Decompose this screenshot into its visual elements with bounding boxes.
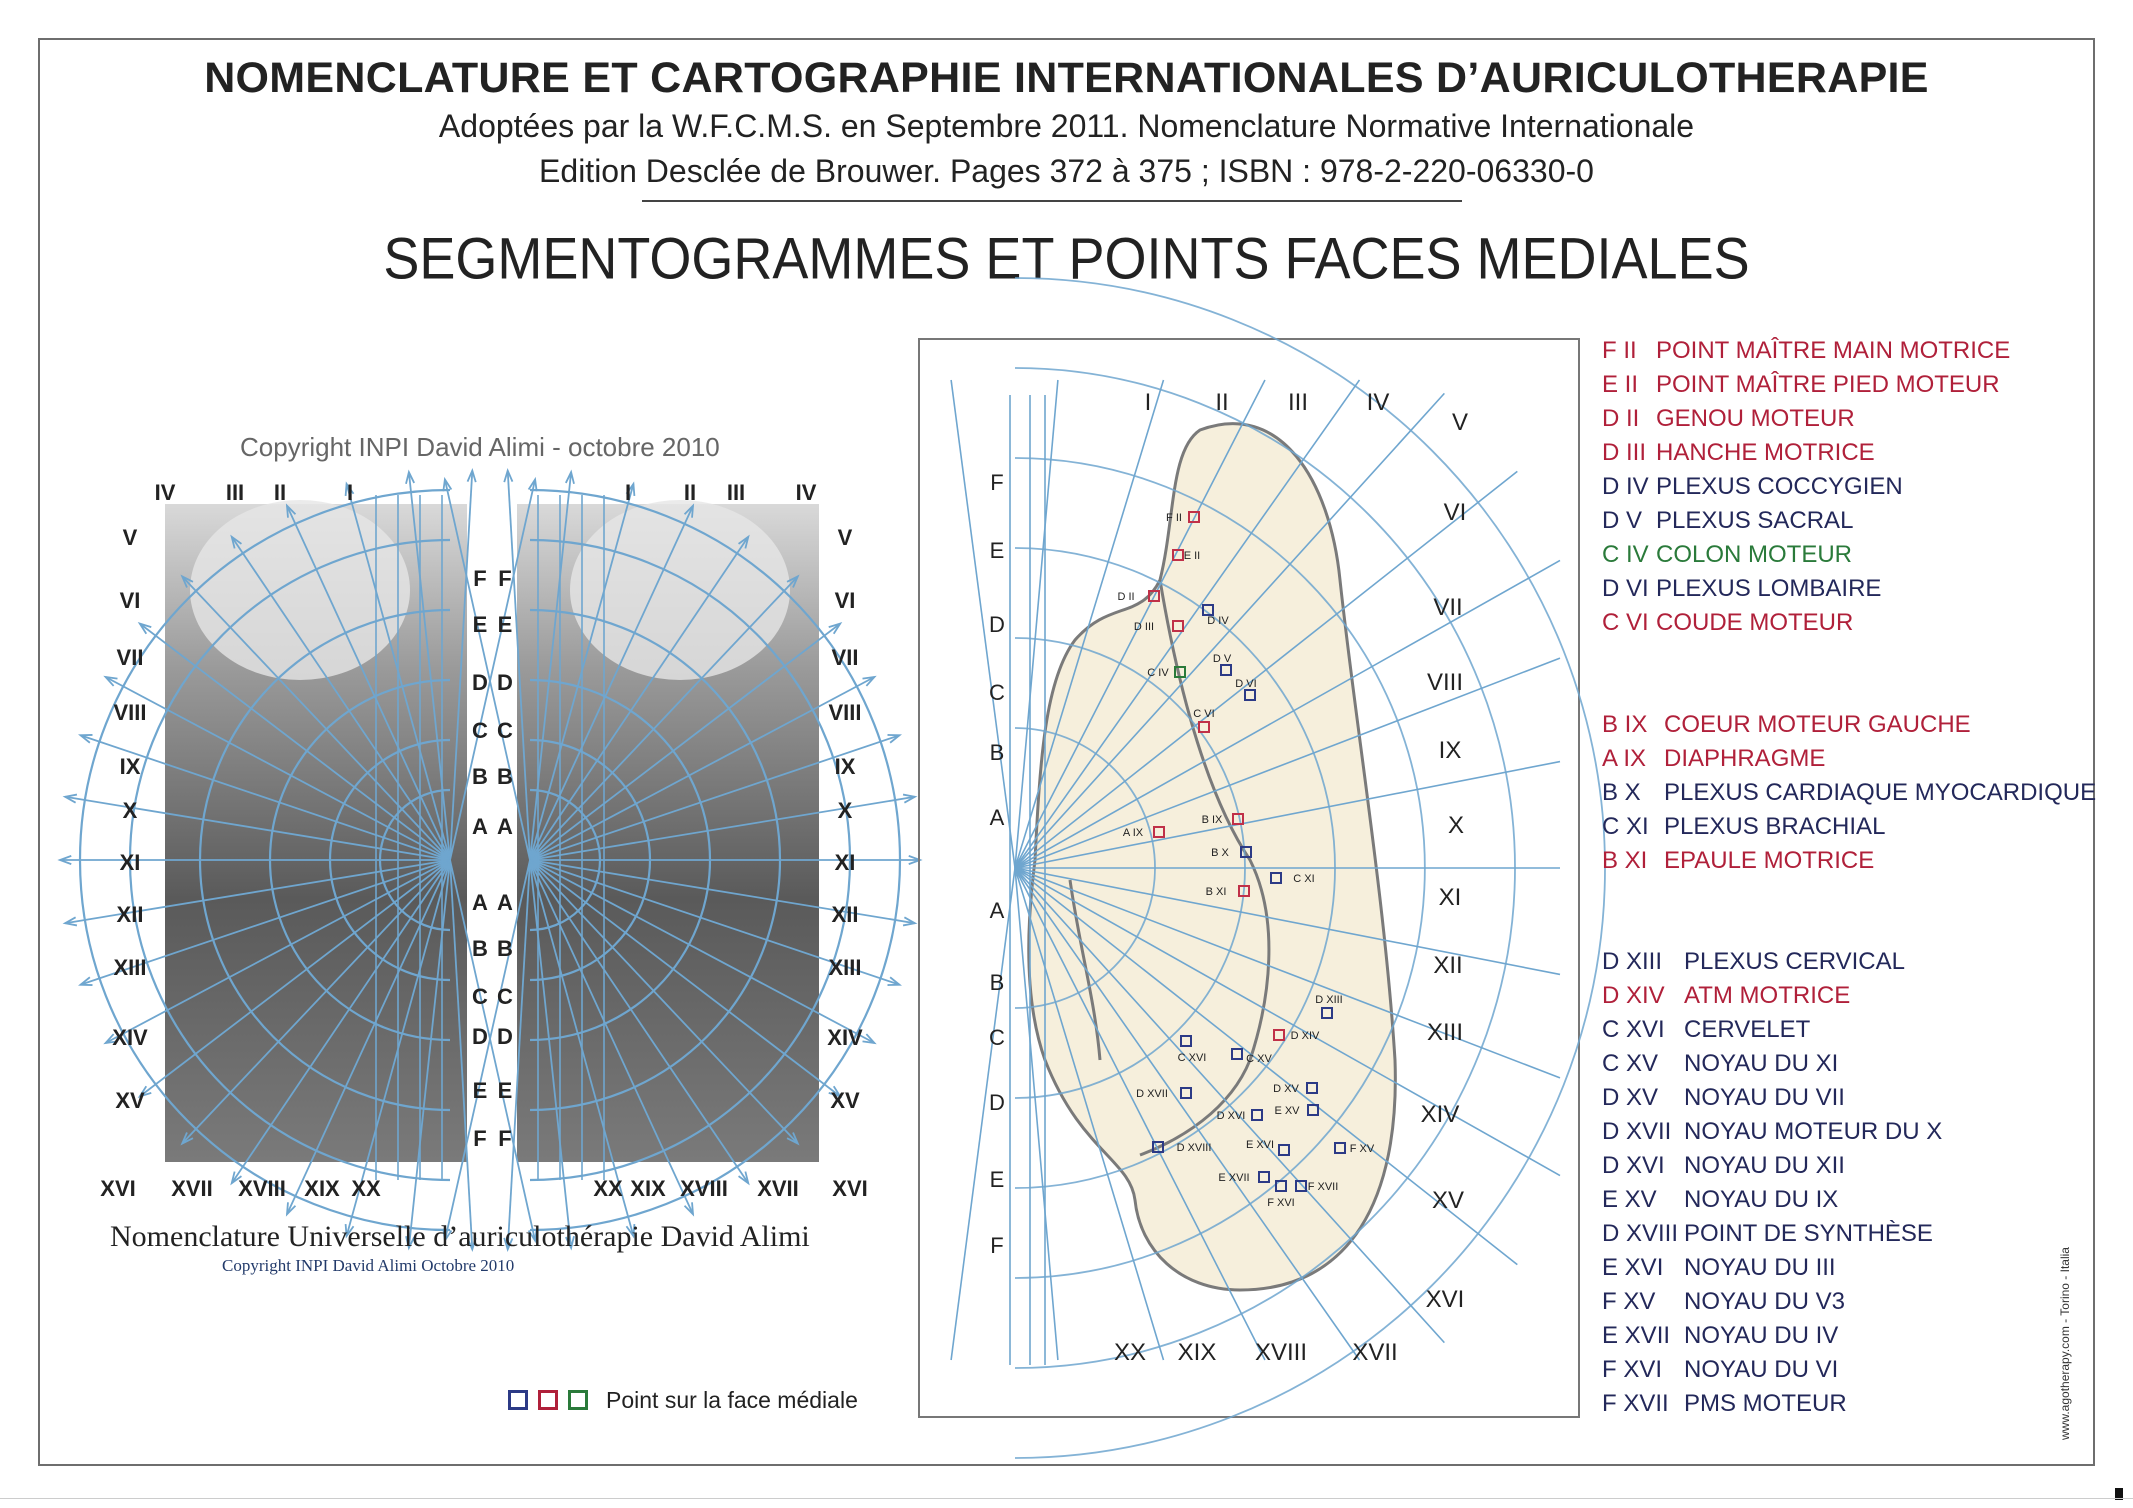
center-letter-right: F xyxy=(498,1126,512,1151)
medial-point-label: D IV xyxy=(1207,615,1229,627)
right-side-numeral: V xyxy=(837,525,853,550)
diagram-right-numeral: XIII xyxy=(1426,1019,1464,1046)
left-side-numeral: IX xyxy=(119,754,141,779)
legend-code: B XI xyxy=(1602,847,1648,874)
legend-name: PLEXUS LOMBAIRE xyxy=(1656,575,1882,602)
legend-code: D XV xyxy=(1602,1084,1659,1111)
medial-point-label: E XVI xyxy=(1245,1139,1275,1151)
right-top-numeral: II xyxy=(683,480,697,505)
medial-point-label: C XVI xyxy=(1177,1052,1207,1064)
diagram-letter: F xyxy=(990,1233,1004,1258)
legend-code: A IX xyxy=(1602,745,1647,772)
medial-point-label: A IX xyxy=(1122,827,1144,839)
center-letter-left: A xyxy=(472,814,488,839)
center-letter-right: D xyxy=(497,1024,513,1049)
legend-row xyxy=(1602,945,1942,979)
legend-name: POINT MAÎTRE MAIN MOTRICE xyxy=(1656,337,2011,364)
diagram-bottom-numeral: XVIII xyxy=(1254,1339,1308,1366)
legend-row xyxy=(1602,1251,1942,1285)
center-letter-left: D xyxy=(472,1024,488,1049)
diagram-letter: E xyxy=(989,1167,1005,1192)
medial-point-label: D V xyxy=(1212,653,1232,665)
legend-name: NOYAU DU III xyxy=(1684,1254,1836,1281)
legend-code: D II xyxy=(1602,405,1640,432)
center-letter-left: E xyxy=(472,612,488,637)
legend-code: D VI xyxy=(1602,575,1649,602)
center-letter-right: D xyxy=(497,670,513,695)
medial-point-label: D XVII xyxy=(1136,1088,1168,1100)
legend-row xyxy=(1602,979,1942,1013)
left-top-numeral: IV xyxy=(154,480,176,505)
legend-code: E XVII xyxy=(1602,1322,1671,1349)
left-top-numeral: III xyxy=(225,480,245,505)
center-letter-right: E xyxy=(497,612,513,637)
diagram-letter: B xyxy=(989,970,1005,995)
right-top-numeral: I xyxy=(624,480,632,505)
diagram-ray xyxy=(951,380,1015,868)
legend-row xyxy=(1602,538,2010,572)
diagram-letter: F xyxy=(990,470,1004,495)
center-letter-left: A xyxy=(472,890,488,915)
legend-name: NOYAU DU VII xyxy=(1684,1084,1845,1111)
legend-code: C VI xyxy=(1602,609,1649,636)
legend-group-3 xyxy=(1602,945,1942,1421)
diagram-right-numeral: XI xyxy=(1438,884,1462,911)
legend-name: GENOU MOTEUR xyxy=(1656,405,1855,432)
center-letter-left: C xyxy=(472,984,488,1009)
center-letter-right: F xyxy=(498,566,512,591)
center-letter-right: B xyxy=(497,936,513,961)
legend-code: D XIII xyxy=(1602,948,1663,975)
center-letter-right: A xyxy=(497,890,513,915)
legend-code: C IV xyxy=(1602,541,1649,568)
copyright-bottom: Copyright INPI David Alimi Octobre 2010 xyxy=(222,1256,515,1275)
center-letter-left: F xyxy=(473,566,487,591)
right-side-numeral: VIII xyxy=(828,700,862,725)
copyright-top: Copyright INPI David Alimi - octobre 2010 xyxy=(240,432,720,462)
legend-name: PLEXUS BRACHIAL xyxy=(1664,813,1886,840)
right-side-numeral: VII xyxy=(831,645,859,670)
left-side-numeral: XV xyxy=(115,1088,145,1113)
center-letter-left: B xyxy=(472,936,488,961)
diagram-letter: B xyxy=(989,740,1005,765)
diagram-letter: A xyxy=(989,898,1005,923)
legend-name: NOYAU DU XII xyxy=(1684,1152,1845,1179)
diagram-bottom-numeral: XIX xyxy=(1177,1339,1217,1366)
legend-group-1 xyxy=(1602,334,2010,640)
left-top-numeral: I xyxy=(346,480,354,505)
center-letter-left: C xyxy=(472,718,488,743)
red-square-icon xyxy=(538,1390,558,1410)
legend-row xyxy=(1602,1183,1942,1217)
adoption-line: Adoptées par la W.F.C.M.S. en Septembre 2011. Nomenclature Normative Internationale xyxy=(438,108,1695,144)
blue-square-icon xyxy=(508,1390,528,1410)
legend-row xyxy=(1602,572,2010,606)
right-side-numeral: XI xyxy=(834,850,856,875)
diagram-right-numeral: VII xyxy=(1433,594,1463,621)
legend-code: D XIV xyxy=(1602,982,1665,1009)
legend-row xyxy=(1602,1013,1942,1047)
legend-code: F XVII xyxy=(1602,1390,1669,1417)
right-top-numeral: IV xyxy=(795,480,817,505)
legend-row xyxy=(1602,844,2096,878)
section-subtitle: SEGMENTOGRAMMES ET POINTS FACES MEDIALES xyxy=(383,226,1750,292)
center-letter-right: C xyxy=(497,984,513,1009)
right-side-numeral: XII xyxy=(831,902,859,927)
nomenclature-caption: Nomenclature Universelle d’auriculothérapie David Alimi xyxy=(110,1220,810,1253)
left-side-numeral: XIV xyxy=(112,1025,148,1050)
diagram-right-numeral: VI xyxy=(1443,499,1467,526)
diagram-right-numeral: XIV xyxy=(1420,1101,1460,1128)
medial-point-label: B IX xyxy=(1201,814,1223,826)
right-bottom-numeral: XVIII xyxy=(680,1176,728,1201)
diagram-ray xyxy=(951,868,1015,1360)
color-key xyxy=(508,1385,858,1415)
medial-point-label: E XV xyxy=(1274,1105,1300,1117)
diagram-letter: D xyxy=(989,612,1005,637)
legend-name: PLEXUS CARDIAQUE MYOCARDIQUE xyxy=(1664,779,2097,806)
legend-row xyxy=(1602,1217,1942,1251)
center-letter-left: B xyxy=(472,764,488,789)
legend-row xyxy=(1602,708,2096,742)
legend-name: ATM MOTRICE xyxy=(1684,982,1851,1009)
medial-point-label: E II xyxy=(1183,550,1201,562)
center-letter-right: A xyxy=(497,814,513,839)
medial-point-label: D XVI xyxy=(1216,1110,1246,1122)
legend-code: D IV xyxy=(1602,473,1649,500)
legend-name: POINT DE SYNTHÈSE xyxy=(1684,1220,1933,1247)
medial-point-label: C IV xyxy=(1147,667,1169,679)
left-bottom-numeral: XVII xyxy=(171,1176,213,1201)
legend-row xyxy=(1602,742,2096,776)
legend-row xyxy=(1602,1319,1942,1353)
legend-name: PLEXUS SACRAL xyxy=(1656,507,1854,534)
medial-point-label: D XIV xyxy=(1290,1030,1320,1042)
key-label: Point sur la face médiale xyxy=(606,1386,858,1413)
center-letter-left: D xyxy=(472,670,488,695)
center-letter-left: E xyxy=(472,1078,488,1103)
legend-code: B IX xyxy=(1602,711,1648,738)
legend-row xyxy=(1602,1115,1942,1149)
left-side-numeral: VI xyxy=(119,588,141,613)
right-bottom-numeral: XVI xyxy=(832,1176,868,1201)
right-bottom-numeral: XVII xyxy=(757,1176,799,1201)
left-side-numeral: V xyxy=(122,525,138,550)
medial-point-label: D III xyxy=(1133,621,1155,633)
diagram-top-numeral: II xyxy=(1215,389,1229,416)
legend-code: C XVI xyxy=(1602,1016,1665,1043)
legend-name: PMS MOTEUR xyxy=(1684,1390,1847,1417)
legend-code: D XVI xyxy=(1602,1152,1665,1179)
legend-row xyxy=(1602,1081,1942,1115)
right-side-numeral: VI xyxy=(834,588,856,613)
diagram-letter: A xyxy=(989,805,1005,830)
legend-name: NOYAU DU VI xyxy=(1684,1356,1839,1383)
diagram-bottom-numeral: XX xyxy=(1113,1339,1147,1366)
medial-point-label: C VI xyxy=(1193,708,1215,720)
diagram-right-numeral: XV xyxy=(1431,1187,1465,1214)
left-side-numeral: XII xyxy=(116,902,144,927)
legend-name: COEUR MOTEUR GAUCHE xyxy=(1664,711,1971,738)
medial-point-label: D XIII xyxy=(1315,994,1343,1006)
medial-point-label: D XV xyxy=(1273,1083,1299,1095)
right-side-numeral: IX xyxy=(834,754,856,779)
legend-code: D XVII xyxy=(1602,1118,1672,1145)
diagram-letter: C xyxy=(989,680,1005,705)
legend-row xyxy=(1602,1285,1942,1319)
legend-code: F II xyxy=(1602,337,1637,364)
diagram-right-numeral: XVI xyxy=(1425,1286,1465,1313)
left-side-numeral: VIII xyxy=(113,700,147,725)
left-bottom-numeral: XIX xyxy=(304,1176,340,1201)
diagram-top-numeral: IV xyxy=(1366,389,1390,416)
legend-code: C XI xyxy=(1602,813,1649,840)
legend-row xyxy=(1602,436,2010,470)
legend-row xyxy=(1602,1353,1942,1387)
medial-point-label: D XVIII xyxy=(1176,1142,1212,1154)
left-bottom-numeral: XX xyxy=(351,1176,381,1201)
legend-row xyxy=(1602,606,2010,640)
left-bottom-numeral: XVIII xyxy=(238,1176,286,1201)
legend-name: CERVELET xyxy=(1684,1016,1811,1043)
medial-point-label: F XVII xyxy=(1307,1181,1339,1193)
diagram-right-numeral: V xyxy=(1451,409,1469,436)
diagram-bottom-numeral: XVII xyxy=(1352,1339,1398,1366)
legend-row xyxy=(1602,402,2010,436)
medial-point-label: F XVI xyxy=(1267,1197,1295,1209)
legend-name: DIAPHRAGME xyxy=(1664,745,1826,772)
legend-code: C XV xyxy=(1602,1050,1659,1077)
diagram-letter: E xyxy=(989,538,1005,563)
green-square-icon xyxy=(568,1390,588,1410)
medial-point-label: F II xyxy=(1166,512,1182,524)
center-letter-left: F xyxy=(473,1126,487,1151)
legend-code: F XVI xyxy=(1602,1356,1663,1383)
legend-name: COLON MOTEUR xyxy=(1656,541,1853,568)
medial-point-label: C XV xyxy=(1246,1053,1272,1065)
legend-name: COUDE MOTEUR xyxy=(1656,609,1854,636)
left-side-numeral: XIII xyxy=(113,955,147,980)
legend-name: NOYAU DU XI xyxy=(1684,1050,1839,1077)
left-side-numeral: VII xyxy=(116,645,144,670)
right-side-numeral: X xyxy=(837,798,853,823)
legend-code: E XVI xyxy=(1602,1254,1664,1281)
left-bottom-numeral: XVI xyxy=(100,1176,136,1201)
legend-row xyxy=(1602,334,2010,368)
medial-point-label: D II xyxy=(1117,591,1135,603)
diagram-right-numeral: VIII xyxy=(1426,669,1464,696)
diagram-letter: D xyxy=(989,1090,1005,1115)
legend-group-2 xyxy=(1602,708,2096,878)
medial-point-label: C XI xyxy=(1293,873,1315,885)
medial-point-label: B X xyxy=(1211,847,1229,859)
medial-point-label: D VI xyxy=(1235,678,1257,690)
left-side-numeral: XI xyxy=(119,850,141,875)
diagram-top-numeral: III xyxy=(1287,389,1309,416)
legend-row xyxy=(1602,810,2096,844)
right-bottom-numeral: XX xyxy=(593,1176,623,1201)
right-side-numeral: XV xyxy=(830,1088,860,1113)
diagram-right-numeral: IX xyxy=(1438,737,1462,764)
legend-name: NOYAU DU IV xyxy=(1684,1322,1839,1349)
legend-name: NOYAU DU V3 xyxy=(1684,1288,1845,1315)
legend-row xyxy=(1602,470,2010,504)
left-top-numeral: II xyxy=(273,480,287,505)
legend-row xyxy=(1602,1387,1942,1421)
edition-line: Edition Desclée de Brouwer. Pages 372 à 375 ; ISBN : 978-2-220-06330-0 xyxy=(539,153,1594,189)
legend-row xyxy=(1602,1047,1942,1081)
legend-name: HANCHE MOTRICE xyxy=(1656,439,1875,466)
medial-point-label: E XVII xyxy=(1218,1172,1250,1184)
main-title: NOMENCLATURE ET CARTOGRAPHIE INTERNATIONALES D’AURICULOTHERAPIE xyxy=(204,54,1929,102)
bottom-edge-line xyxy=(0,1498,2133,1499)
legend-name: EPAULE MOTRICE xyxy=(1664,847,1875,874)
legend-code: D V xyxy=(1602,507,1643,534)
legend-name: NOYAU MOTEUR DU X xyxy=(1684,1118,1943,1145)
legend-code: E II xyxy=(1602,371,1639,398)
center-letter-right: B xyxy=(497,764,513,789)
legend-name: NOYAU DU IX xyxy=(1684,1186,1839,1213)
diagram-right-numeral: X xyxy=(1447,812,1465,839)
legend-row xyxy=(1602,504,2010,538)
medial-point-label: B XI xyxy=(1205,886,1227,898)
legend-name: PLEXUS CERVICAL xyxy=(1684,948,1905,975)
legend-name: PLEXUS COCCYGIEN xyxy=(1656,473,1903,500)
right-side-numeral: XIV xyxy=(827,1025,863,1050)
medial-point-label: F XV xyxy=(1349,1143,1375,1155)
credit-text: www.agotherapy.com - Torino - Italia xyxy=(2058,1247,2072,1440)
right-side-numeral: XIII xyxy=(828,955,862,980)
legend-code: D XVIII xyxy=(1602,1220,1679,1247)
legend-name: POINT MAÎTRE PIED MOTEUR xyxy=(1656,371,2000,398)
left-side-numeral: X xyxy=(122,798,138,823)
legend-row xyxy=(1602,1149,1942,1183)
diagram-letter: C xyxy=(989,1025,1005,1050)
right-bottom-numeral: XIX xyxy=(630,1176,666,1201)
center-letter-right: E xyxy=(497,1078,513,1103)
diagram-right-numeral: XII xyxy=(1433,952,1463,979)
right-top-numeral: III xyxy=(726,480,746,505)
legend-row xyxy=(1602,776,2096,810)
legend-code: E XV xyxy=(1602,1186,1657,1213)
legend-code: D III xyxy=(1602,439,1647,466)
center-letter-right: C xyxy=(497,718,513,743)
legend-code: F XV xyxy=(1602,1288,1656,1315)
diagram-top-numeral: I xyxy=(1144,389,1152,416)
legend-row xyxy=(1602,368,2010,402)
legend-code: B X xyxy=(1602,779,1641,806)
